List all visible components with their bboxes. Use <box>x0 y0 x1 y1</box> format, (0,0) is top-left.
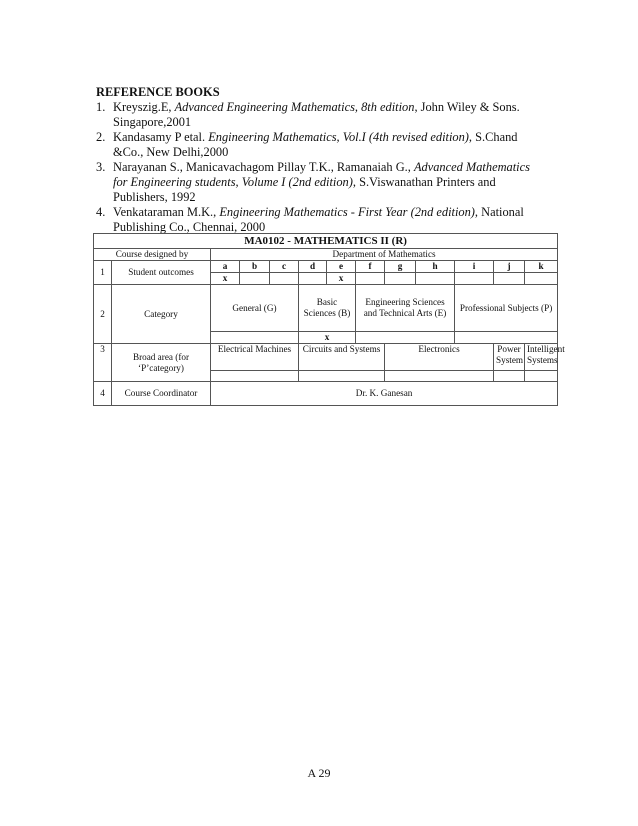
outcome-mark <box>455 273 494 285</box>
reference-publisher: , National Publishing Co., Chennai, 2000 <box>113 205 524 234</box>
designed-by-label: Course designed by <box>94 249 211 261</box>
reference-books-section <box>96 85 546 235</box>
reference-authors: Kandasamy P etal. <box>113 130 209 144</box>
category-professional: Professional Subjects (P) <box>455 285 558 332</box>
course-coordinator-value: Dr. K. Ganesan <box>211 382 558 406</box>
page-number: A 29 <box>307 766 331 780</box>
outcome-mark: x <box>211 273 240 285</box>
category-mark <box>356 332 455 344</box>
course-title: MA0102 - MATHEMATICS II (R) <box>94 234 558 249</box>
broad-area-label: Broad area (for ‘P’category) <box>112 344 211 382</box>
outcome-mark <box>270 273 299 285</box>
outcome-letter: d <box>299 261 327 273</box>
category-mark <box>455 332 558 344</box>
row-number: 2 <box>94 285 112 344</box>
outcome-letter: h <box>416 261 455 273</box>
outcome-letter: g <box>385 261 416 273</box>
reference-publisher: , John Wiley & Sons. Singapore,2001 <box>113 100 520 129</box>
outcome-letter: j <box>494 261 525 273</box>
broad-area-circuits: Circuits and Systems <box>299 344 385 371</box>
broad-area-mark <box>211 371 299 382</box>
broad-area-mark <box>525 371 558 382</box>
designed-by-value: Department of Mathematics <box>211 249 558 261</box>
student-outcomes-label: Student outcomes <box>112 261 211 285</box>
outcome-letter: i <box>455 261 494 273</box>
reference-title: Engineering Mathematics - First Year (2nd edition) <box>219 205 475 219</box>
category-mark: x <box>299 332 356 344</box>
category-basic-sciences: Basic Sciences (B) <box>299 285 356 332</box>
reference-title: Advanced Mathematics for Engineering students, Volume I (2nd edition) <box>113 160 530 189</box>
row-number: 3 <box>94 344 112 382</box>
outcome-letter: e <box>327 261 356 273</box>
reference-books-title: REFERENCE BOOKS <box>96 85 220 99</box>
reference-authors: Narayanan S., Manicavachagom Pillay T.K., Ramanaiah G., <box>113 160 414 174</box>
broad-area-power: Power System <box>494 344 525 371</box>
broad-area-electronics: Electronics <box>385 344 494 371</box>
category-engineering-sciences: Engineering Sciences and Technical Arts (E) <box>356 285 455 332</box>
row-number: 4 <box>94 382 112 406</box>
outcome-mark: x <box>327 273 356 285</box>
outcome-mark <box>299 273 327 285</box>
outcome-mark <box>356 273 385 285</box>
outcome-letter: k <box>525 261 558 273</box>
outcome-mark <box>240 273 270 285</box>
outcome-mark <box>494 273 525 285</box>
course-coordinator-label: Course Coordinator <box>112 382 211 406</box>
reference-item <box>96 100 546 130</box>
outcome-letter: c <box>270 261 299 273</box>
reference-title: Engineering Mathematics, Vol.I (4th revised edition) <box>208 130 469 144</box>
category-mark <box>211 332 299 344</box>
outcome-mark <box>416 273 455 285</box>
outcome-mark <box>525 273 558 285</box>
reference-number: 3. <box>96 160 106 174</box>
broad-area-mark <box>494 371 525 382</box>
reference-authors: Kreyszig.E, <box>113 100 175 114</box>
reference-number: 1. <box>96 100 106 114</box>
reference-title: Advanced Engineering Mathematics, 8th edition <box>174 100 415 114</box>
outcome-mark <box>385 273 416 285</box>
row-number: 1 <box>94 261 112 285</box>
reference-item <box>96 130 546 160</box>
outcome-letter: b <box>240 261 270 273</box>
reference-number: 2. <box>96 130 106 144</box>
category-label: Category <box>112 285 211 344</box>
broad-area-electrical: Electrical Machines <box>211 344 299 371</box>
course-info-table <box>93 233 565 406</box>
reference-item <box>96 160 546 205</box>
outcome-letter: a <box>211 261 240 273</box>
category-general: General (G) <box>211 285 299 332</box>
reference-item <box>96 205 546 235</box>
reference-publisher: , S.Chand &Co., New Delhi,2000 <box>113 130 518 159</box>
outcome-letter: f <box>356 261 385 273</box>
reference-number: 4. <box>96 205 106 219</box>
reference-publisher: , S.Viswanathan Printers and Publishers, 1992 <box>113 175 496 204</box>
broad-area-mark <box>299 371 385 382</box>
broad-area-intelligent: Intelligent Systems <box>525 344 558 371</box>
broad-area-mark <box>385 371 494 382</box>
reference-authors: Venkataraman M.K., <box>113 205 220 219</box>
